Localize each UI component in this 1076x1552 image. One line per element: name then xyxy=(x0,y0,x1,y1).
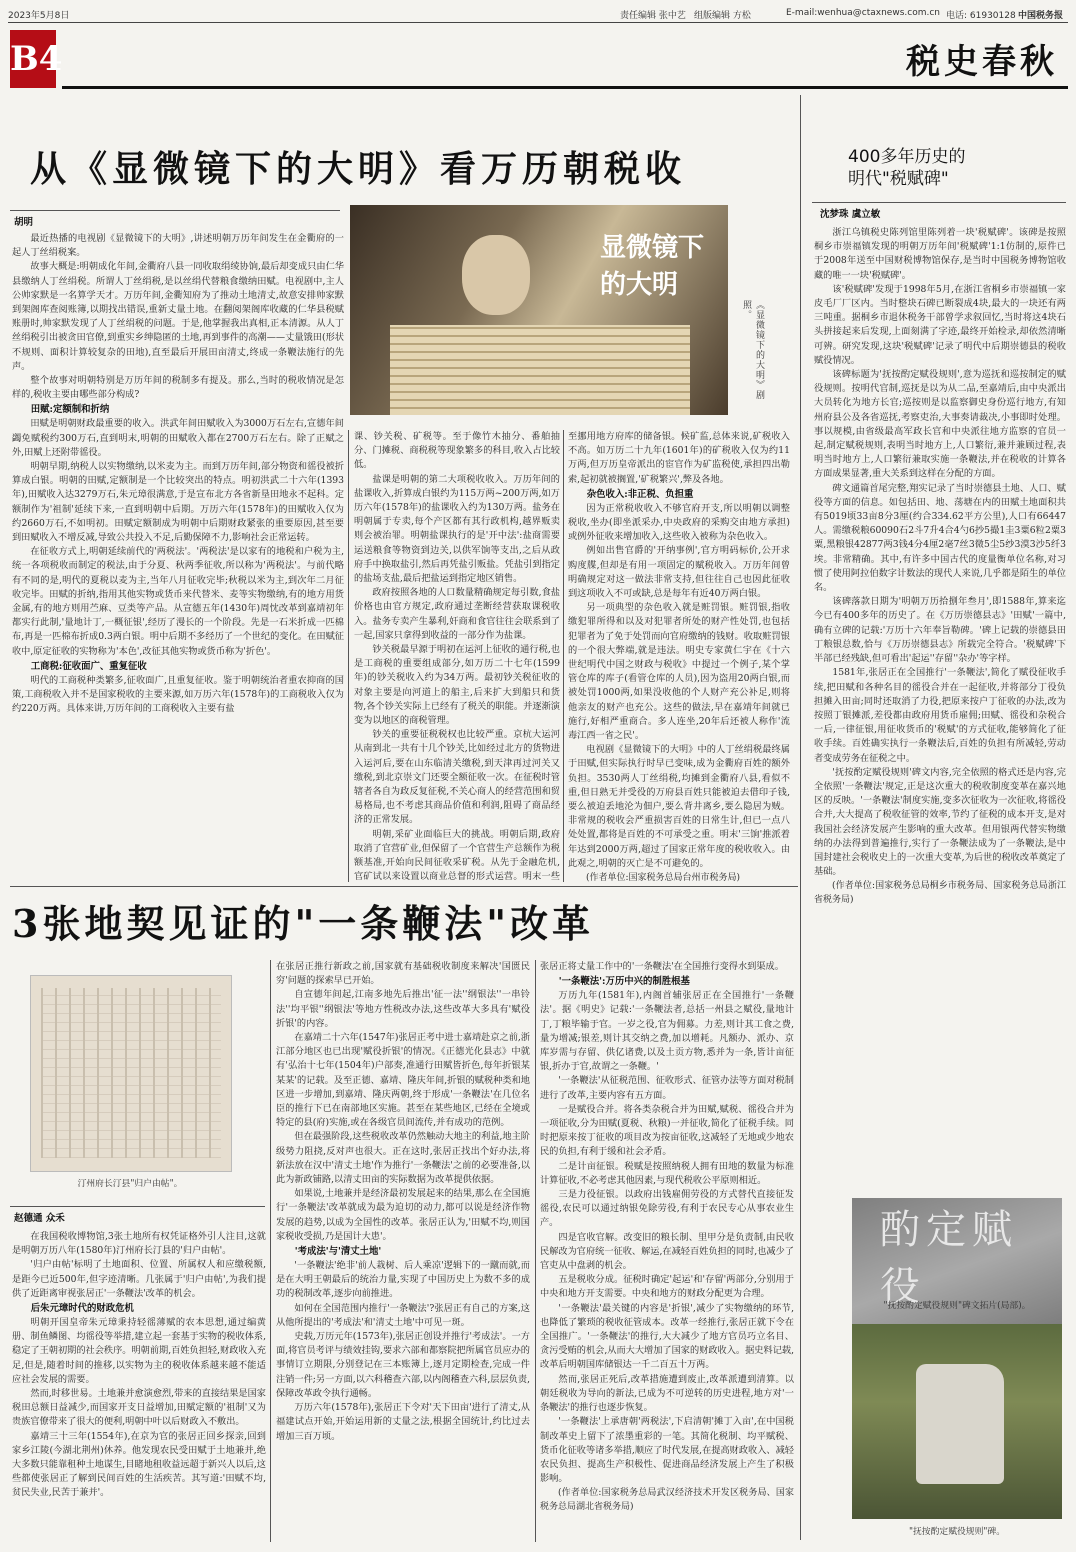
paragraph: 浙江乌镇税史陈列馆里陈列着一块'税赋碑'。该碑是按照桐乡市崇福镇发现的明朝万历年间'税赋碑'1:1仿制的,原件已于2008年送至中国财税博物馆保存,是当时中国税务博物馆收藏的唯一一块'税赋碑'。 xyxy=(814,227,1066,281)
article2-column-3 xyxy=(540,960,794,1542)
art-editor-credit: 组版编辑 方松 xyxy=(694,11,751,21)
paragraph: 该碑落款日期为'明朝万历拾捌年叁月',即1588年,算来迄今已有400多年的历史了。在《万历崇德县志》'田赋'一篇中,确有立碑的记载:'万历十六年奉旨勒碑。'碑上记载的崇德县田丁粮银总数,恰与《万历崇德县志》所载完全符合。'税赋碑'下半部已经残缺,但可看出'起运''存留''杂办'等字样。 xyxy=(814,596,1066,665)
paragraph: 课、钞关税、矿税等。至于像竹木抽分、番舶抽分、门摊税、商税税等现象繁多的科目,收入占比较低。 xyxy=(354,431,560,471)
subheading: 工商税:征收面广、重复征收 xyxy=(30,660,147,672)
article1-title: 从《显微镜下的大明》看万历朝税收 xyxy=(30,148,687,190)
column-divider xyxy=(563,430,564,882)
article1-author: 胡明 xyxy=(14,217,34,228)
paragraph: 明朝开国皇帝朱元璋秉持轻徭薄赋的农本思想,通过编黄册、制鱼鳞图、均徭役等举措,建立起一套基于实物的税收体系,稳定了王朝初期的社会秩序。明朝前期,百姓负担轻,财政收入充足,但是,随着时间的推移,以实物为主的税收体系越来越不能适应社会发展的需要。 xyxy=(12,1317,266,1385)
paragraph: 该碑标题为'抚按酌定赋役规则',意为巡抚和巡按制定的赋役规则。按明代官制,巡抚是以为从二品,至嘉靖后,由中央派出大员转化为地方长官;巡按则是以监察御史身份巡行地方,有知州府县公及各省巡抚,考察吏治,大事奏请裁决,小事即时处理。事以规模,由省级最高军政长官和中央派往地方监察的官员一起,制定赋税规则,表明当时地方上,人口繁衍,兼并兼顾过程,表明当时地方上,人口繁衍兼取实施一条鞭法,并在税收的计算各方面成果显著,重大关系到这样在分配的方面。 xyxy=(814,369,1066,480)
paragraph: 明代的工商税种类繁多,征收面广,且重复征收。鉴于明朝统治者重农抑商的国策,工商税收入并不是国家税收的主要来源,如万历六年(1578年)的工商税收入仅为约220万两。具体来讲,万历年间的工商税收入主要有盐 xyxy=(12,674,344,715)
paragraph: 最近热播的电视剧《显微镜下的大明》,讲述明朝万历年间发生在金衢府的一起人丁丝绢税案。 xyxy=(12,233,344,259)
article1-column-1 xyxy=(12,232,344,882)
subheading: 后朱元璋时代的财政危机 xyxy=(30,1303,134,1315)
article2-author: 赵德通 众禾 xyxy=(14,1213,65,1224)
subheading: 田赋:定额制和折纳 xyxy=(30,404,110,416)
paragraph: '抚按酌定赋役规则'碑文内容,完全依照的格式还是内容,完全依照'一条鞭法'规定,正是这次重大的税收制度变革在嘉兴地区的反映。'一条鞭法'制度实施,变多次征收为一次征收,将徭役合并,大大提高了税收征管的效率,节约了征税的成本开支,是对我国社会经济发展产生影响的重大改革。但用银两代替实物缴纳的办法得到普遍推行,实行了一条鞭法成为了一条鞭法,是中国封建社会税收史上的一次重大变革,为后世的税收改革奠定了基础。 xyxy=(814,766,1066,878)
email-address: E-mail:wenhua@ctaxnews.com.cn xyxy=(786,8,940,18)
paragraph: 三是力役征银。以政府出钱雇佣劳役的方式替代直接征发徭役,农民可以通过纳银免除劳役,有利于农民专心从事农业生产。 xyxy=(540,1189,794,1229)
paragraph: 因为正常税收收入不够官府开支,所以明朝以调整税收,坐办(即坐派采办,中央政府的采购交由地方承担)或例外征收来增加收入,这些收入被称为杂色收入。 xyxy=(568,502,790,543)
section-bar xyxy=(62,86,1068,89)
paragraph: 该'税赋碑'发现于1998年5月,在浙江省桐乡市崇福镇一家皮毛厂厂区内。当时整块石碑已断裂成4块,最大的一块还有两三吨重。据桐乡市退休税务干部曾学求叙回忆,当时将这4块石头拼接起来后发现,上面刻满了字迹,最终开始检录,却依然清晰可辨。研究发现,这块'税赋碑'记录了明代中后期崇德县的税收赋役情况。 xyxy=(814,283,1066,366)
paragraph: '归户由帖'标明了土地面积、位置、所属权人和应缴税额,是距今已近500年,但字迹清晰。几张属于'归户由帖',为我们提供了近距离审视张居正'一条鞭法'改革的机会。 xyxy=(12,1259,266,1299)
article2-title: 3张地契见证的"一条鞭法"改革 xyxy=(12,901,595,946)
paragraph: 明朝,采矿业面临巨大的挑战。明朝后期,政府取消了官营矿业,但保留了一个官营生产总额作为税额基准,开始向民间征收采矿税。从先于金融危机,官矿试以来设置以商业总督的形式运营。明末一些 xyxy=(354,828,560,882)
author-affiliation: (作者单位:国家税务总局武汉经济技术开发区税务局、国家税务总局湖北省税务局) xyxy=(540,1488,794,1513)
subheading: '考成法'与'清丈土地' xyxy=(294,1246,382,1258)
sidebar-title-line1: 400多年历史的 xyxy=(848,147,966,167)
author-affiliation: (作者单位:国家税务总局桐乡市税务局、国家税务总局浙江省税务局) xyxy=(814,881,1066,906)
newspaper-name: 中国税务报 xyxy=(1018,11,1064,21)
paragraph: 万历六年(1578年),张居正下令对'天下田亩'进行了清丈,从福建试点开始,开始运用新的丈量之法,根据全国统计,约比过去增加三百万顷。 xyxy=(276,1402,530,1442)
paragraph: 四是官收官解。改变旧的粮长制、里甲分是负责制,由民收民解改为官府统一征收、解运,在减轻百姓负担的同时,也减少了官吏从中盘剥的机会。 xyxy=(540,1231,794,1272)
article2-column-1 xyxy=(12,1230,266,1542)
paragraph: 至挪用地方府库的储备银。候矿监,总体来说,矿税收入不高。如万历二十九年(1601年)的矿税收入仅为约11万两,但万历皇帝派出的宦官作为矿监税使,承担四出勒索,起初就被搁置,'矿税繁兴',弊及各地。 xyxy=(568,431,790,485)
page-number-badge: B4 xyxy=(10,30,56,88)
article2-photo-caption: 汀州府长汀县"归户由帖"。 xyxy=(77,1179,183,1189)
column-divider xyxy=(270,960,271,1542)
paragraph: 二是计亩征银。税赋是按照纳税人拥有田地的数量为标准计算征收,不必考虑其他因素,与现代税收公平原则相近。 xyxy=(540,1160,794,1186)
article2-column-2 xyxy=(276,960,530,1542)
paragraph: 在张居正推行新政之前,国家就有基础税收制度来解决'国匮民穷'问题的探索早已开始。 xyxy=(276,961,530,987)
paragraph: 然而,张居正死后,改革措施遭到废止,改革派遭到清算。以朝廷税收为导向的新法,已成为不可逆转的历史进程,地方对'一条鞭法'的推行也逐步恢复。 xyxy=(540,1373,794,1414)
paragraph: 故事大概是:明朝成化年间,金衢府八县一同收取绢绫协饷,最后却变成只由仁华县缴纳人丁丝绢税。所谓人丁丝绢税,是以丝绢代替粮食缴纳田赋。电视剧中,主人公帅家默是一名算学天才。万历年间,金衢知府为了推动土地清丈,故意安排帅家默到架阁库查阅账簿,以期找出错误,重新丈量土地。在翻阅架阁库收藏的仁华县税赋账册时,帅家默发现了人丁丝绢税的问题。于是,他掌握我出真相,正本清源。从人丁丝绢税引出被贪田官僚,到重实乡绅隐匿的土地,再到事件的高潮——丈量饿田(形状不规则、面积计算较复杂的田地),直至最后开展田亩清丈,终成一条鞭法施行的先声。 xyxy=(12,261,344,372)
editor-credit: 责任编辑 张中艺 xyxy=(620,11,686,21)
paragraph: 嘉靖三十三年(1554年),在京为官的张居正回乡探亲,回到家乡江陵(今湖北荆州)休养。他发现农民受田赋于土地兼并,绝大多数只能靠租种土地谋生,目睹地租收益远超于新兴人以后,这些都使张居正了解到民间百姓的生活疾苦。其写道:'田赋不均,贫民失业,民苦于兼并'。 xyxy=(12,1430,266,1499)
paragraph: 另一项典型的杂色收入就是赃罚银。赃罚银,指收缴犯罪所得和以及对犯罪者所处的财产性处罚,也包括犯罪者为了免于处罚而向官府缴纳的钱财。收取赃罚银的一个很大弊端,就是违法。明史专家黄仁宇在《十六世纪明代中国之财政与税收》中提过一个例子,某个掌管仓库的库子(看管仓库的人员),因为盗用20两白银,而被处罚1000两,如果没收他的个人财产充公补足,则将他亲友的财产也充公。这些的做法,早在嘉靖年间就已施行,好相严重商合。多人连坐,20年后还被人称作'流毒江西一省之民'。 xyxy=(568,602,790,742)
paragraph: '一条鞭法'绝非'前人栽树、后人乘凉'逻辑下的一蹴而就,而是在大明王朝最后的统治力量,实现了中国历史上为数不多的成功的税制改革,逐步向前推进。 xyxy=(276,1260,530,1300)
paragraph: 五是税收分成。征税时确定'起运'和'存留'两部分,分别用于中央和地方开支需要。中央和地方的财政分配更为合理。 xyxy=(540,1274,794,1300)
paragraph: 钞关税最早源于明初在运河上征收的通行税,也是工商税的重要组成部分,如万历二十七年(1599年)的钞关税收入约为34万两。最初钞关税征收的对象主要是向河道上的船主,后来扩大到船只和货物,各个钞关实际上已经有了税关的职能。并逐渐演变为以地区的商税管理。 xyxy=(354,644,560,727)
article1-photo-caption: 《显微镜下的大明》剧照。 xyxy=(741,300,764,400)
paragraph: 明朝早期,纳税人以实物缴纳,以米麦为主。而到万历年间,部分物资和徭役被折算成白银。明朝的田赋,定额制是一个比较突出的特点。明初洪武二十六年(1393年),田赋收入达3279万石,朱元璋很满意,于是宣布北方各省新垦田地永不起科。定额制作为'祖制'延续下来,一直到明朝中后期。万历六年(1578年)的田赋收入仅为约2660万石,不如明初。田赋定额制成为明朝中后期财政紧张的重要原因,甚至要到田赋收入不增反减,导致公共投入不足,后勤保障不力,影响社会正常运转。 xyxy=(12,461,344,544)
paragraph: 在嘉靖二十六年(1547年)张居正考中进士嘉靖赴京之前,浙江部分地区也已出现'赋役折银'的情况。《正德光化县志》中就有'弘治十七年(1504年)户部奏,准通行田赋皆折色,每年折银某某某'的记载。及至正德、嘉靖、隆庆年间,折银的赋税种类和地区进一步增加,到嘉靖、隆庆两朝,终于形成'一条鞭法'在几位名臣的推行下已在南部地区实施。甚至在某些地区,已经在全境或特定的县(府)实施,或在各级官员间流传,并有成功的范例。 xyxy=(276,1032,530,1129)
paragraph: '一条鞭法'上承唐朝'两税法',下启清朝'摊丁入亩',在中国税制改革史上留下了浓墨重彩的一笔。其简化税制、均平赋税、货币化征收等诸多举措,顺应了时代发展,在提高财政收入、减轻农民负担、提高生产积极性、促进商品经济发展上产生了积极影响。 xyxy=(540,1416,794,1485)
sidebar-body xyxy=(814,226,1066,1186)
sidebar-title-line2: 明代"税赋碑" xyxy=(848,169,949,189)
stele-rubbing-photo: 酌定赋役 xyxy=(852,1198,1062,1488)
sidebar-divider xyxy=(800,95,801,1540)
article2-author-rule xyxy=(10,1206,265,1207)
paragraph: 1581年,张居正在全国推行'一条鞭法',简化了赋役征收手续,把田赋和各种名目的徭役合并在一起征收,并将部分丁役负担摊入田亩;同时还取消了力役,把原来按户丁征收的办法,改为按照丁银摊派,差役都由政府用货币雇佣;田赋、徭役和杂税合一后,一律征银,用征收货币的'税赋'的方式征收,能够简化了征收手续。百姓确实执行一条鞭法后,百姓的负担有所减轻,劳动者变成劳务在征税之中。 xyxy=(814,667,1066,764)
sidebar-author: 沈梦珠 虞立敏 xyxy=(820,209,881,220)
paragraph: 如何在全国范围内推行'一条鞭法'?张居正有自己的方案,这从他所提出的'考成法'和'清丈土地'中可见一斑。 xyxy=(276,1302,530,1328)
page-header xyxy=(8,6,1068,22)
paragraph: 电视剧《显微镜下的大明》中的人丁丝绢税最终属于田赋,但实际执行时早已变味,成为金衢府百姓的额外负担。3530两人丁丝绢税,均摊到金衢府八县,看似不重,但日熟无并受役的万府县百姓只能被迫去借印子钱,要么被迫丢地沦为佃户,要么背井离乡,要么隐居为贼。非常规的税收会严重损害百姓的日常生计,但已一点八处处置,都将是百姓的不可承受之重。明末'三饷'推派着年达到2000万两,超过了国家正常年度的税收收入。由此观之,明朝的灭亡是不可避免的。 xyxy=(568,744,790,869)
paragraph: 整个故事对明朝特别是万历年间的税制多有提及。那么,当时的税收情况是怎样的,税收主要由哪些部分构成? xyxy=(12,375,344,401)
paragraph: 例如出售官爵的'开纳事例',官方明码标价,公开求购度牒,但却是有用一项固定的赋税收入。万历年间曾明确规定对这一做法非常支持,但往往自己也因此征收到这项收入不可或缺,总是每年有近40万两白银。 xyxy=(568,545,790,600)
paragraph: '一条鞭法'最关键的内容是'折银',减少了实物缴纳的环节,也降低了繁琐的税收征管成本。改革一经推行,张居正就下令在全国推广。'一条鞭法'的推行,大大减少了地方官员巧立名目、贪污受贿的机会,从而大大增加了国家的财政收入。据史料记载,改革后明朝国库储银达一千二百五十万两。 xyxy=(540,1302,794,1371)
paragraph: 在我国税收博物馆,3张土地所有权凭证格外引人注目,这就是明朝万历八年(1580年)汀州府长汀县的'归户由帖'。 xyxy=(12,1231,266,1257)
tv-drama-still-photo: 显微镜下的大明 xyxy=(350,205,728,415)
sidebar-title xyxy=(848,146,1063,190)
paragraph: 盐课是明朝的第二大项税收收入。万历年间的盐课收入,折算成白银约为115万两~200万两,如万历六年(1578年)的盐课收入约为130万两。盐务在明朝属于专卖,每个产区都有其行政机构,越界贩卖则会被治罪。明朝盐课执行的是'开中法':盐商需要运送粮食等物资到边关,以供军饷等支出,之后从政府手中换取盐引,然后再凭盐引贩盐。凭盐引到指定的盐场支盐,最后把盐运到指定地区销售。 xyxy=(354,473,560,585)
column-divider xyxy=(348,430,349,882)
paragraph: 但在最强阶段,这些税收改革仍然触动大地主的利益,地主阶级势力阻挠,反对声也很大。正在这时,张居正找出个好办法,将新法放在汉中'清丈土地'作为推行'一条鞭法'之前的必要准备,以此为新政铺路,以清丈田亩的实际数据为改革提供依据。 xyxy=(276,1131,530,1186)
article1-author-rule xyxy=(10,210,340,211)
stele-caption: "抚按酌定赋役规则"碑。 xyxy=(908,1527,1006,1537)
subheading: '一条鞭法':万历中兴的制胜根基 xyxy=(558,976,690,988)
section-title: 税史春秋 xyxy=(906,42,1058,82)
article1-column-2 xyxy=(354,430,560,882)
paragraph: 万历九年(1581年),内阁首辅张居正在全国推行'一条鞭法'。据《明史》记载:'一条鞭法者,总括一州县之赋役,量地计丁,丁粮毕输于官。一岁之役,官为佣募。力差,则计其工食之费,量为增减;银差,则计其交纳之费,加以增耗。凡额办、派办、京库岁需与存留、供亿诸费,以及土贡方物,悉并为一条,皆计亩征银,折办于官,故谓之一条鞭。' xyxy=(540,990,794,1073)
stele-rubbing-caption: "抚按酌定赋役规则"碑文拓片(局部)。 xyxy=(883,1301,1031,1311)
land-deed-photo xyxy=(30,975,232,1172)
paragraph: 在征收方式上,明朝延续前代的'两税法'。'两税法'是以家有的地税和户税为主,统一各项税收而制定的税法,由于分夏、秋两季征收,所以称为'两税法'。与前代略有不同的是,明代的夏税以麦为主,当年八月征收完毕;秋税以米为主,到次年二月征收完毕。田赋的折纳,指用其他实物或货币来代替米、麦等实物缴纳,有的地方用货金属,有的地方则用苎麻、豆类等产品。从宣德五年(1430年)周忱改革到嘉靖初年都实行此制,'量地计丁,一概征银',经历了漫长的一个阶段。先是一石米折成一匹棉布,再是一匹棉布折成0.3两白银。明中后期不多经历了一个世纪的变化。在田赋征收中,原定征收的实物称为'本色',改征其他实物或货币称为'折色'。 xyxy=(12,546,344,657)
paragraph: 政府按照各地的人口数量精确规定每引数,食盐价格也由官方规定,政府通过垄断经营获取课税收入。盐务专卖产生暴利,奸商和食官往往会联系到了一起,国家只拿得到收益的一部分作为盐课。 xyxy=(354,587,560,641)
header-rule xyxy=(8,22,1068,23)
paragraph: 田赋是明朝财政最重要的收入。洪武年间田赋收入为3000万石左右,宣德年间蠲免赋税约300万石,直到明末,明朝的田赋收入都在2700万石左右。除了正赋之外,田赋上还附带徭役。 xyxy=(12,418,344,458)
paragraph: 碑文通篇首尾完整,翔实记录了当时崇德县土地、人口、赋役等方面的信息。如包括田、地、荡塘在内的田赋土地面积共有5019顷33亩8分3厘(约合334.62平方公里),人口有66447人。需缴税粮60090石2斗7升4合4勺6抄5撮1圭3粟6粒2粟3粟,黑粮银42877两3钱4分4厘2毫7丝3微5尘5纱3漠3沙5纤3埃。非常精确。其中,有许多中国古代的度量衡单位名称,对习惯了使用阿拉伯数字计数法的现代人来说,几乎都是陌生的单位名。 xyxy=(814,482,1066,594)
phone-number: 电话: 61930128 xyxy=(946,11,1016,21)
paragraph: 张居正将丈量工作中的'一条鞭法'在全国推行变得水到渠成。 xyxy=(540,961,784,972)
paragraph: 如果说,土地兼并是经济最初发展起来的结果,那么在全国施行'一条鞭法'改革就成为最为迫切的动力,都可以说是经济作物发展的趋势,以成为全国性的改革。张居正认为,'田赋不均,则国家税收受损,乃是国计大患'。 xyxy=(276,1188,530,1242)
article1-column-3 xyxy=(568,430,790,882)
paragraph: 自宣德年间起,江南多地先后推出'征一法''纲银法''一串铃法''均平银''纲银法'等地方性税改办法,这些改革大多具有'赋役折银'的内容。 xyxy=(276,989,530,1029)
issue-date: 2023年5月8日 xyxy=(8,11,70,21)
paragraph: 一是赋役合并。将各类杂税合并为田赋,赋税、徭役合并为一项征收,分为田赋(夏税、秋粮)一并征收,简化了征税手续。同时把原来按丁征收的项目改为按亩征收,这减轻了无地或少地农民的负担,有利于缓和社会矛盾。 xyxy=(540,1103,794,1158)
author-affiliation: (作者单位:国家税务总局台州市税务局) xyxy=(586,873,741,882)
subheading: 杂色收入:非正税、负担重 xyxy=(586,488,694,500)
paragraph: 钞关的重要征税税权也比较严重。京杭大运河从南到北一共有十几个钞关,比如经过北方的货物进入运河后,要在山东临清关缴税,到天津再过河关又缴税,到北京崇文门还要全额征收一次。在征税时管辖者各自为政反复征税,不关心商人的经营范围和贸易格局,也不考虑其商品价值和利润,阻碍了商品经济的正常发展。 xyxy=(354,729,560,826)
paragraph: '一条鞭法'从征税范围、征收形式、征管办法等方面对税制进行了改革,主要内容有五方面。 xyxy=(540,1075,794,1101)
stele-photo xyxy=(852,1324,1062,1519)
sidebar-author-rule xyxy=(812,202,1066,203)
column-divider xyxy=(535,960,536,1542)
article-divider xyxy=(10,886,798,887)
paragraph: 然而,时移世易。土地兼并愈演愈烈,带来的直接结果是国家税田总额日益减少,而国家开支日益增加,田赋定额的'祖制'又为贵族官僚带来了很大的便利,明朝中叶以后财政入不敷出。 xyxy=(12,1388,266,1428)
paragraph: 史载,万历元年(1573年),张居正创设并推行'考成法'。一方面,将官员考评与绩效挂钩,要求六部和都察院把所属官员应办的事情订立期限,分别登记在三本账簿上,逐月定期检查,完成一件注销一件;另一方面,以六科稽查六部,以内阁稽查六科,层层负责,保障改革政令执行通畅。 xyxy=(276,1331,530,1399)
